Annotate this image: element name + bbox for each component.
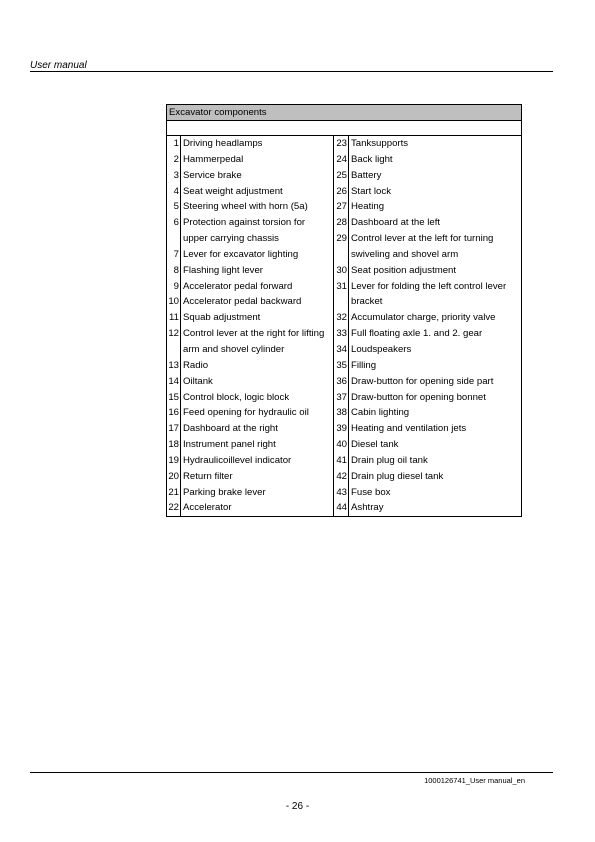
item-number-right: 24: [334, 152, 349, 168]
item-number-right: [334, 294, 349, 310]
item-label-right: Heating and ventilation jets: [349, 421, 522, 437]
item-number-left: 14: [167, 374, 181, 390]
item-number-left: [167, 342, 181, 358]
item-label-right: Ashtray: [349, 500, 522, 516]
item-number-right: 26: [334, 184, 349, 200]
table-row: [167, 437, 522, 453]
item-label-right: Cabin lighting: [349, 405, 522, 421]
item-label-left: Service brake: [181, 168, 334, 184]
item-label-right: Draw-button for opening side part: [349, 374, 522, 390]
item-label-left: Accelerator pedal forward: [181, 279, 334, 295]
item-label-left: Hydraulicoillevel indicator: [181, 453, 334, 469]
item-number-right: 27: [334, 199, 349, 215]
table-row: [167, 390, 522, 406]
table-row: [167, 168, 522, 184]
table-row: [167, 421, 522, 437]
item-label-left: Feed opening for hydraulic oil: [181, 405, 334, 421]
item-number-left: 2: [167, 152, 181, 168]
item-number-right: 38: [334, 405, 349, 421]
item-label-left: arm and shovel cylinder: [181, 342, 334, 358]
item-number-left: 4: [167, 184, 181, 200]
item-label-left: Accelerator: [181, 500, 334, 516]
item-label-right: Drain plug diesel tank: [349, 469, 522, 485]
item-label-right: Diesel tank: [349, 437, 522, 453]
item-label-left: Flashing light lever: [181, 263, 334, 279]
item-label-right: swiveling and shovel arm: [349, 247, 522, 263]
table-row: [167, 136, 522, 152]
item-label-left: Control block, logic block: [181, 390, 334, 406]
table-row: [167, 215, 522, 231]
item-label-left: Hammerpedal: [181, 152, 334, 168]
item-number-right: [334, 247, 349, 263]
item-label-left: Driving headlamps: [181, 136, 334, 152]
components-table: [166, 104, 522, 517]
page-number: - 26 -: [285, 801, 310, 812]
table-row: [167, 184, 522, 200]
table-row: [167, 152, 522, 168]
item-number-left: 8: [167, 263, 181, 279]
table-row: [167, 231, 522, 247]
table-row: [167, 469, 522, 485]
item-number-left: 11: [167, 310, 181, 326]
header-divider: [30, 71, 553, 72]
item-number-left: 6: [167, 215, 181, 231]
table-row: [167, 342, 522, 358]
item-number-left: 12: [167, 326, 181, 342]
item-number-right: 23: [334, 136, 349, 152]
item-number-left: 20: [167, 469, 181, 485]
table-row: [167, 374, 522, 390]
item-label-left: upper carrying chassis: [181, 231, 334, 247]
item-number-right: 43: [334, 485, 349, 501]
table-row: [167, 279, 522, 295]
item-number-right: 35: [334, 358, 349, 374]
running-header: User manual: [30, 60, 87, 71]
item-label-right: Filling: [349, 358, 522, 374]
table-row: [167, 310, 522, 326]
item-label-left: Parking brake lever: [181, 485, 334, 501]
item-label-left: Control lever at the right for lifting: [181, 326, 334, 342]
item-label-left: Oiltank: [181, 374, 334, 390]
item-number-left: 21: [167, 485, 181, 501]
item-label-left: Dashboard at the right: [181, 421, 334, 437]
item-number-left: 7: [167, 247, 181, 263]
item-label-right: Loudspeakers: [349, 342, 522, 358]
table-row: [167, 453, 522, 469]
item-label-right: Draw-button for opening bonnet: [349, 390, 522, 406]
item-number-right: 39: [334, 421, 349, 437]
item-label-right: bracket: [349, 294, 522, 310]
item-number-left: 22: [167, 500, 181, 516]
item-number-right: 40: [334, 437, 349, 453]
table-row: [167, 500, 522, 516]
table-row: [167, 294, 522, 310]
item-label-right: Lever for folding the left control lever: [349, 279, 522, 295]
item-label-left: Seat weight adjustment: [181, 184, 334, 200]
table-row: [167, 326, 522, 342]
table-row: [167, 485, 522, 501]
item-number-left: 17: [167, 421, 181, 437]
table-row: [167, 247, 522, 263]
item-number-right: 25: [334, 168, 349, 184]
item-label-right: Dashboard at the left: [349, 215, 522, 231]
item-number-left: 3: [167, 168, 181, 184]
item-label-right: Seat position adjustment: [349, 263, 522, 279]
table-row: [167, 358, 522, 374]
item-label-right: Fuse box: [349, 485, 522, 501]
item-label-left: Steering wheel with horn (5a): [181, 199, 334, 215]
item-number-right: 37: [334, 390, 349, 406]
item-label-right: Back light: [349, 152, 522, 168]
item-number-right: 28: [334, 215, 349, 231]
item-label-right: Drain plug oil tank: [349, 453, 522, 469]
item-number-left: [167, 231, 181, 247]
item-number-left: 9: [167, 279, 181, 295]
item-number-right: 41: [334, 453, 349, 469]
item-number-right: 32: [334, 310, 349, 326]
item-number-right: 44: [334, 500, 349, 516]
item-number-right: 31: [334, 279, 349, 295]
item-label-right: Full floating axle 1. and 2. gear: [349, 326, 522, 342]
item-number-left: 15: [167, 390, 181, 406]
item-label-right: Battery: [349, 168, 522, 184]
item-number-right: 42: [334, 469, 349, 485]
table-title: Excavator components: [167, 105, 522, 121]
item-number-left: 18: [167, 437, 181, 453]
item-number-left: 19: [167, 453, 181, 469]
footer-divider: [30, 772, 553, 773]
item-label-left: Radio: [181, 358, 334, 374]
item-label-right: Tanksupports: [349, 136, 522, 152]
item-label-left: Protection against torsion for: [181, 215, 334, 231]
table-row: [167, 405, 522, 421]
item-number-left: 13: [167, 358, 181, 374]
item-number-right: 30: [334, 263, 349, 279]
item-number-right: 29: [334, 231, 349, 247]
table-row: [167, 199, 522, 215]
item-label-right: Heating: [349, 199, 522, 215]
item-label-left: Return filter: [181, 469, 334, 485]
item-label-left: Accelerator pedal backward: [181, 294, 334, 310]
item-label-right: Control lever at the left for turning: [349, 231, 522, 247]
document-id: 1000126741_User manual_en: [424, 776, 525, 785]
item-label-left: Squab adjustment: [181, 310, 334, 326]
table-row: [167, 263, 522, 279]
item-number-left: 10: [167, 294, 181, 310]
table-spacer-row: [167, 121, 522, 136]
item-label-right: Start lock: [349, 184, 522, 200]
item-number-left: 1: [167, 136, 181, 152]
item-label-left: Lever for excavator lighting: [181, 247, 334, 263]
item-number-right: 34: [334, 342, 349, 358]
item-number-right: 36: [334, 374, 349, 390]
item-number-left: 16: [167, 405, 181, 421]
item-label-left: Instrument panel right: [181, 437, 334, 453]
item-label-right: Accumulator charge, priority valve: [349, 310, 522, 326]
item-number-left: 5: [167, 199, 181, 215]
item-number-right: 33: [334, 326, 349, 342]
